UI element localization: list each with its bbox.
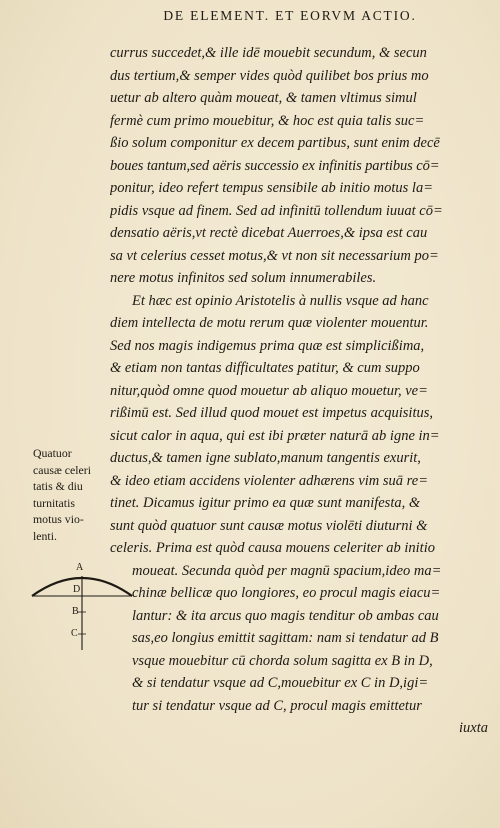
- text-line: & ideo etiam accidens violenter adhærens vim suā re=: [110, 472, 428, 489]
- text-line: & si tendatur vsque ad C,mouebitur ex C in D,igi=: [132, 675, 429, 691]
- text-line: rißimū est. Sed illud quod mouet est impetus acquisitus,: [110, 405, 434, 421]
- text-line: moueat. Secunda quòd per magnū spacium,ideo ma=: [132, 562, 442, 579]
- catchword: iuxta: [459, 720, 488, 736]
- paragraph-start-line: Et hæc est opinio Aristotelis à nullis vsque ad hanc: [132, 292, 429, 309]
- margin-note-line: causæ celeri: [33, 462, 91, 477]
- margin-note-line: tatis & diu: [33, 479, 83, 493]
- margin-note: [33, 445, 105, 544]
- text-line: boues tantum,sed aëris successio ex infinitis partibus cō=: [110, 157, 440, 174]
- text-line: lantur: & ita arcus quo magis tenditur ob ambas cau: [132, 607, 439, 624]
- text-line: uetur ab altero quàm moueat, & tamen vltimus simul: [110, 90, 417, 106]
- text-line: Sed nos magis indigemus prima quæ est simplicißima,: [110, 337, 425, 354]
- text-line: diem intellecta de motu rerum quæ violenter mouentur.: [110, 315, 429, 331]
- margin-note-line: Quatuor: [33, 446, 72, 460]
- text-line: sas,eo longius emittit sagittam: nam si tendatur ad B: [132, 630, 439, 646]
- text-line: sa vt celerius cesset motus,& vt non sit necessarium po=: [110, 247, 439, 264]
- text-line: tur si tendatur vsque ad C, procul magis emittetur: [132, 697, 422, 714]
- text-line: ductus,& tamen igne sublato,manum tangentis exurit,: [110, 450, 421, 466]
- text-line: nere motus infinitos sed solum innumerabiles.: [110, 270, 377, 286]
- text-line: sicut calor in aqua, qui est ibi præter naturā ab igne in=: [110, 427, 440, 444]
- label-c: C: [71, 628, 78, 639]
- text-line: ßio solum componitur ex decem partibus, sunt enim decē: [110, 135, 440, 151]
- text-line: ponitur, ideo refert tempus sensibile ab initio motus la=: [110, 180, 434, 196]
- text-line: chinæ bellicæ quo longiores, eo procul magis eiacu=: [132, 585, 441, 601]
- label-d: D: [73, 584, 81, 595]
- text-line: dus tertium,& semper vides quòd quilibet bos prius mo: [110, 67, 429, 84]
- text-line: & etiam non tantas difficultates patitur, & cum suppo: [110, 360, 420, 376]
- main-text-block: [110, 42, 488, 740]
- text-line: densatio aëris,vt rectè dicebat Auerroes,& ipsa est cau: [110, 225, 428, 241]
- text-line: nitur,quòd omne quod mouetur ab aliquo mouetur, ve=: [110, 382, 428, 399]
- label-a: A: [76, 562, 84, 573]
- margin-note-line: lenti.: [33, 528, 57, 543]
- label-b: B: [72, 606, 79, 617]
- text-line: pidis vsque ad finem. Sed ad infinitū tollendum iuuat cō=: [110, 202, 443, 219]
- text-line: vsque mouebitur cū chorda solum sagitta ex B in D,: [132, 652, 433, 669]
- running-header: DE ELEMENT. ET EORVM ACTIO.: [163, 8, 417, 23]
- text-line: currus succedet,& ille idē mouebit secundum, & secun: [110, 45, 427, 61]
- bow-and-arrow-figure: [28, 562, 138, 652]
- text-line: fermè cum primo mouebitur, & hoc est quia talis suc=: [110, 112, 425, 129]
- text-line: sunt quòd quatuor sunt causæ motus violēti diuturni &: [110, 517, 428, 534]
- text-line: tinet. Dicamus igitur primo ea quæ sunt manifesta, &: [110, 495, 421, 511]
- text-line: celeris. Prima est quòd causa mouens celeriter ab initio: [110, 540, 435, 556]
- margin-note-line: turnitatis: [33, 495, 75, 510]
- margin-note-line: motus vio-: [33, 512, 84, 526]
- bow-diagram: [28, 562, 138, 652]
